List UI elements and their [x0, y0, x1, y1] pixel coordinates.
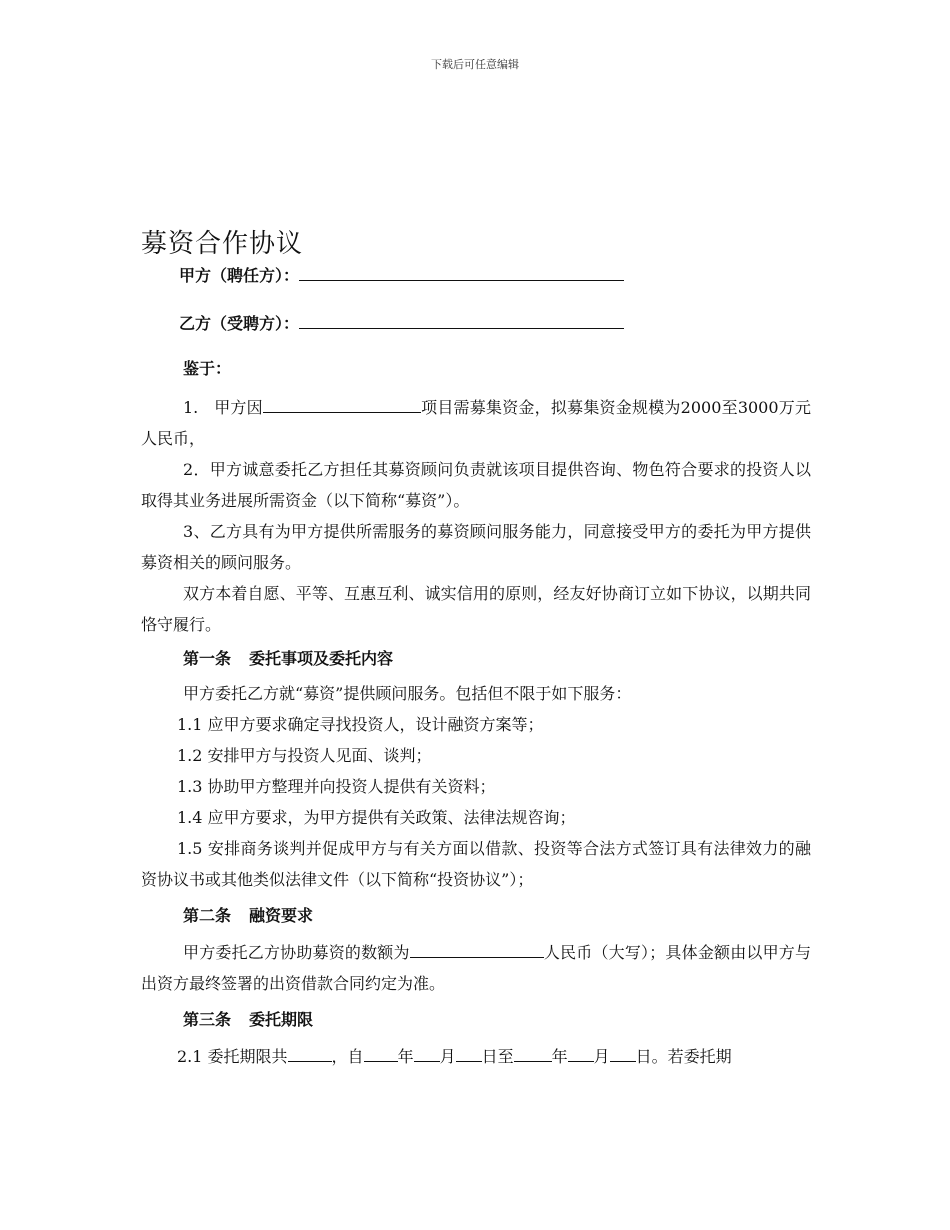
- term-text: 月: [439, 1047, 456, 1066]
- article-1-item: 1.3 协助甲方整理并向投资人提供有关资料；: [177, 777, 496, 796]
- party-a-row: [141, 264, 811, 288]
- article-2-text-a: 甲方委托乙方协助募资的数额为: [183, 943, 410, 962]
- recital-1: [141, 392, 811, 454]
- document-body: [141, 226, 811, 1072]
- end-year-blank[interactable]: [514, 1043, 552, 1062]
- term-text: 日。若委托期: [635, 1047, 732, 1066]
- party-b-label: 乙方（受聘方）：: [179, 314, 300, 333]
- header-note: 下载后可任意编辑: [431, 58, 519, 71]
- article-1-number: 第一条: [183, 649, 232, 668]
- article-3-number: 第三条: [183, 1010, 232, 1029]
- article-1-item: 1.2 安排甲方与投资人见面、谈判；: [177, 746, 432, 765]
- recital-4: 双方本着自愿、平等、互惠互利、诚实信用的原则，经友好协商订立如下协议，以期共同恪守履行。: [141, 584, 811, 634]
- project-name-blank[interactable]: [263, 394, 421, 413]
- article-1-title: 委托事项及委托内容: [249, 649, 394, 668]
- article-3-text: [141, 1041, 811, 1072]
- recital-1-text-a: 甲方因: [214, 398, 263, 417]
- amount-blank[interactable]: [410, 939, 544, 958]
- term-text: 年: [397, 1047, 414, 1066]
- whereas-heading: 鉴于：: [183, 359, 232, 378]
- end-day-blank[interactable]: [610, 1043, 636, 1062]
- article-1-intro: 甲方委托乙方就“募资”提供顾问服务。包括但不限于如下服务：: [183, 684, 632, 703]
- party-a-label: 甲方（聘任方）：: [179, 266, 300, 285]
- start-day-blank[interactable]: [456, 1043, 482, 1062]
- party-b-blank[interactable]: [299, 312, 624, 329]
- start-month-blank[interactable]: [414, 1043, 440, 1062]
- term-text: 2.1 委托期限共: [177, 1047, 288, 1066]
- article-2-text: [141, 937, 811, 999]
- article-1-item: 1.1 应甲方要求确定寻找投资人，设计融资方案等；: [177, 715, 544, 734]
- end-month-blank[interactable]: [568, 1043, 594, 1062]
- recital-1-number: 1.: [183, 398, 199, 417]
- article-3-heading: [141, 1005, 811, 1035]
- term-text: ，自: [331, 1047, 364, 1066]
- article-1-item: 1.4 应甲方要求，为甲方提供有关政策、法律法规咨询；: [177, 808, 576, 827]
- recital-2: 2．甲方诚意委托乙方担任其募资顾问负责就该项目提供咨询、物色符合要求的投资人以取得其业务进展所需资金（以下简称“募资”）。: [141, 460, 811, 510]
- term-text: 月: [593, 1047, 610, 1066]
- article-3-title: 委托期限: [249, 1010, 314, 1029]
- term-length-blank[interactable]: [288, 1043, 332, 1062]
- article-1-heading: [141, 644, 811, 674]
- party-a-blank[interactable]: [299, 264, 624, 281]
- article-2-heading: [141, 901, 811, 931]
- article-2-title: 融资要求: [249, 906, 314, 925]
- article-1-item: 1.5 安排商务谈判并促成甲方与有关方面以借款、投资等合法方式签订具有法律效力的融资协议书或其他类似法律文件（以下简称“投资协议”）；: [141, 839, 811, 889]
- article-2-number: 第二条: [183, 906, 232, 925]
- article-2-text-b: 人民币（大写）；具体金额由以甲方与出资方最终签署的出资借款合同约定为准。: [141, 943, 811, 993]
- term-text: 日至: [481, 1047, 514, 1066]
- start-year-blank[interactable]: [364, 1043, 398, 1062]
- term-text: 年: [551, 1047, 568, 1066]
- document-title: 募资合作协议: [141, 229, 304, 259]
- party-b-row: [141, 312, 811, 336]
- recital-3: 3、乙方具有为甲方提供所需服务的募资顾问服务能力，同意接受甲方的委托为甲方提供募资相关的顾问服务。: [141, 522, 811, 572]
- recital-1-text-b: 项目需募集资金，拟募集资金规模为2000至3000万元人民币，: [141, 398, 811, 448]
